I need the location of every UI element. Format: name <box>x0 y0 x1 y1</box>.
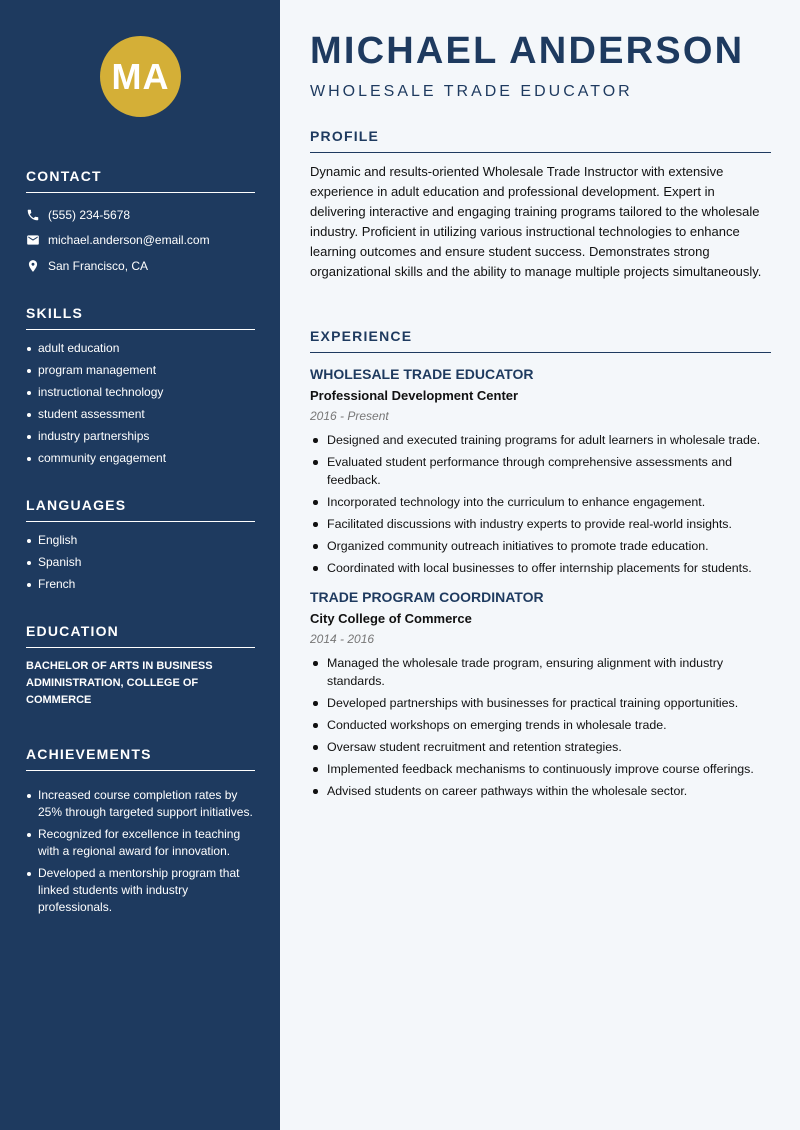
list-item: Developed a mentorship program that linked students with industry professionals. <box>26 865 255 916</box>
list-item: Designed and executed training programs for adult learners in wholesale trade. <box>310 431 771 449</box>
contact-email <box>26 228 255 254</box>
list-item: Oversaw student recruitment and retention strategies. <box>310 738 771 756</box>
contact-heading: CONTACT <box>26 168 255 193</box>
list-item: community engagement <box>26 450 255 467</box>
education-degree: BACHELOR OF ARTS IN BUSINESS ADMINISTRATION, COLLEGE OF COMMERCE <box>26 660 213 706</box>
sidebar <box>0 0 280 1130</box>
contact-location-text: San Francisco, CA <box>48 258 149 273</box>
list-item: French <box>26 576 255 593</box>
contact-email-text: michael.anderson@email.com <box>48 233 210 248</box>
job-title: TRADE PROGRAM COORDINATOR <box>310 589 544 605</box>
job-title: WHOLESALE TRADE EDUCATOR <box>310 366 534 382</box>
phone-icon <box>26 208 40 222</box>
experience-section <box>310 328 771 804</box>
languages-list <box>26 532 255 593</box>
job-entry <box>310 366 771 577</box>
list-item: adult education <box>26 340 255 357</box>
contact-location <box>26 253 255 279</box>
contact-section <box>26 168 255 279</box>
list-item: Advised students on career pathways within the wholesale sector. <box>310 782 771 800</box>
contact-phone-text: (555) 234-5678 <box>48 207 131 222</box>
profile-heading: PROFILE <box>310 128 771 153</box>
education-section <box>26 623 255 709</box>
list-item: program management <box>26 362 255 379</box>
achievements-heading: ACHIEVEMENTS <box>26 746 255 771</box>
list-item: Evaluated student performance through comprehensive assessments and feedback. <box>310 453 771 489</box>
list-item: Coordinated with local businesses to offer internship placements for students. <box>310 559 771 577</box>
job-bullets <box>310 654 771 800</box>
list-item: Facilitated discussions with industry experts to provide real-world insights. <box>310 515 771 533</box>
candidate-name: MICHAEL ANDERSON <box>310 30 745 72</box>
email-icon <box>26 233 40 247</box>
list-item: Managed the wholesale trade program, ensuring alignment with industry standards. <box>310 654 771 690</box>
list-item: industry partnerships <box>26 428 255 445</box>
job-dates: 2016 - Present <box>310 409 389 423</box>
contact-phone <box>26 202 255 228</box>
education-heading: EDUCATION <box>26 623 255 648</box>
list-item: Increased course completion rates by 25% through targeted support initiatives. <box>26 787 255 821</box>
job-company: City College of Commerce <box>310 611 472 626</box>
job-entry <box>310 589 771 800</box>
list-item: Incorporated technology into the curriculum to enhance engagement. <box>310 493 771 511</box>
profile-text: Dynamic and results-oriented Wholesale Trade Instructor with extensive experience in adult education and professional development. Expert in delivering interactive and engaging training programs tailored to the wholesale industry. Proficient in utilizing various instructional technologies to enhance learning outcomes and ensure student success. Demonstrates strong organizational skills and the ability to manage multiple projects simultaneously. <box>310 164 762 279</box>
avatar: MA <box>100 36 181 117</box>
list-item: instructional technology <box>26 384 255 401</box>
languages-heading: LANGUAGES <box>26 497 255 522</box>
skills-list <box>26 340 255 467</box>
skills-heading: SKILLS <box>26 305 255 330</box>
list-item: English <box>26 532 255 549</box>
profile-section <box>310 128 771 282</box>
languages-section <box>26 497 255 598</box>
achievements-list <box>26 787 255 916</box>
list-item: Organized community outreach initiatives to promote trade education. <box>310 537 771 555</box>
list-item: Spanish <box>26 554 255 571</box>
list-item: Recognized for excellence in teaching with a regional award for innovation. <box>26 826 255 860</box>
achievements-section <box>26 746 255 921</box>
location-pin-icon <box>26 259 40 273</box>
list-item: Implemented feedback mechanisms to continuously improve course offerings. <box>310 760 771 778</box>
list-item: student assessment <box>26 406 255 423</box>
list-item: Conducted workshops on emerging trends in wholesale trade. <box>310 716 771 734</box>
job-dates: 2014 - 2016 <box>310 632 375 646</box>
candidate-role: WHOLESALE TRADE EDUCATOR <box>310 83 633 100</box>
skills-section <box>26 305 255 472</box>
job-company: Professional Development Center <box>310 388 519 403</box>
experience-heading: EXPERIENCE <box>310 328 771 353</box>
list-item: Developed partnerships with businesses for practical training opportunities. <box>310 694 771 712</box>
job-bullets <box>310 431 771 577</box>
